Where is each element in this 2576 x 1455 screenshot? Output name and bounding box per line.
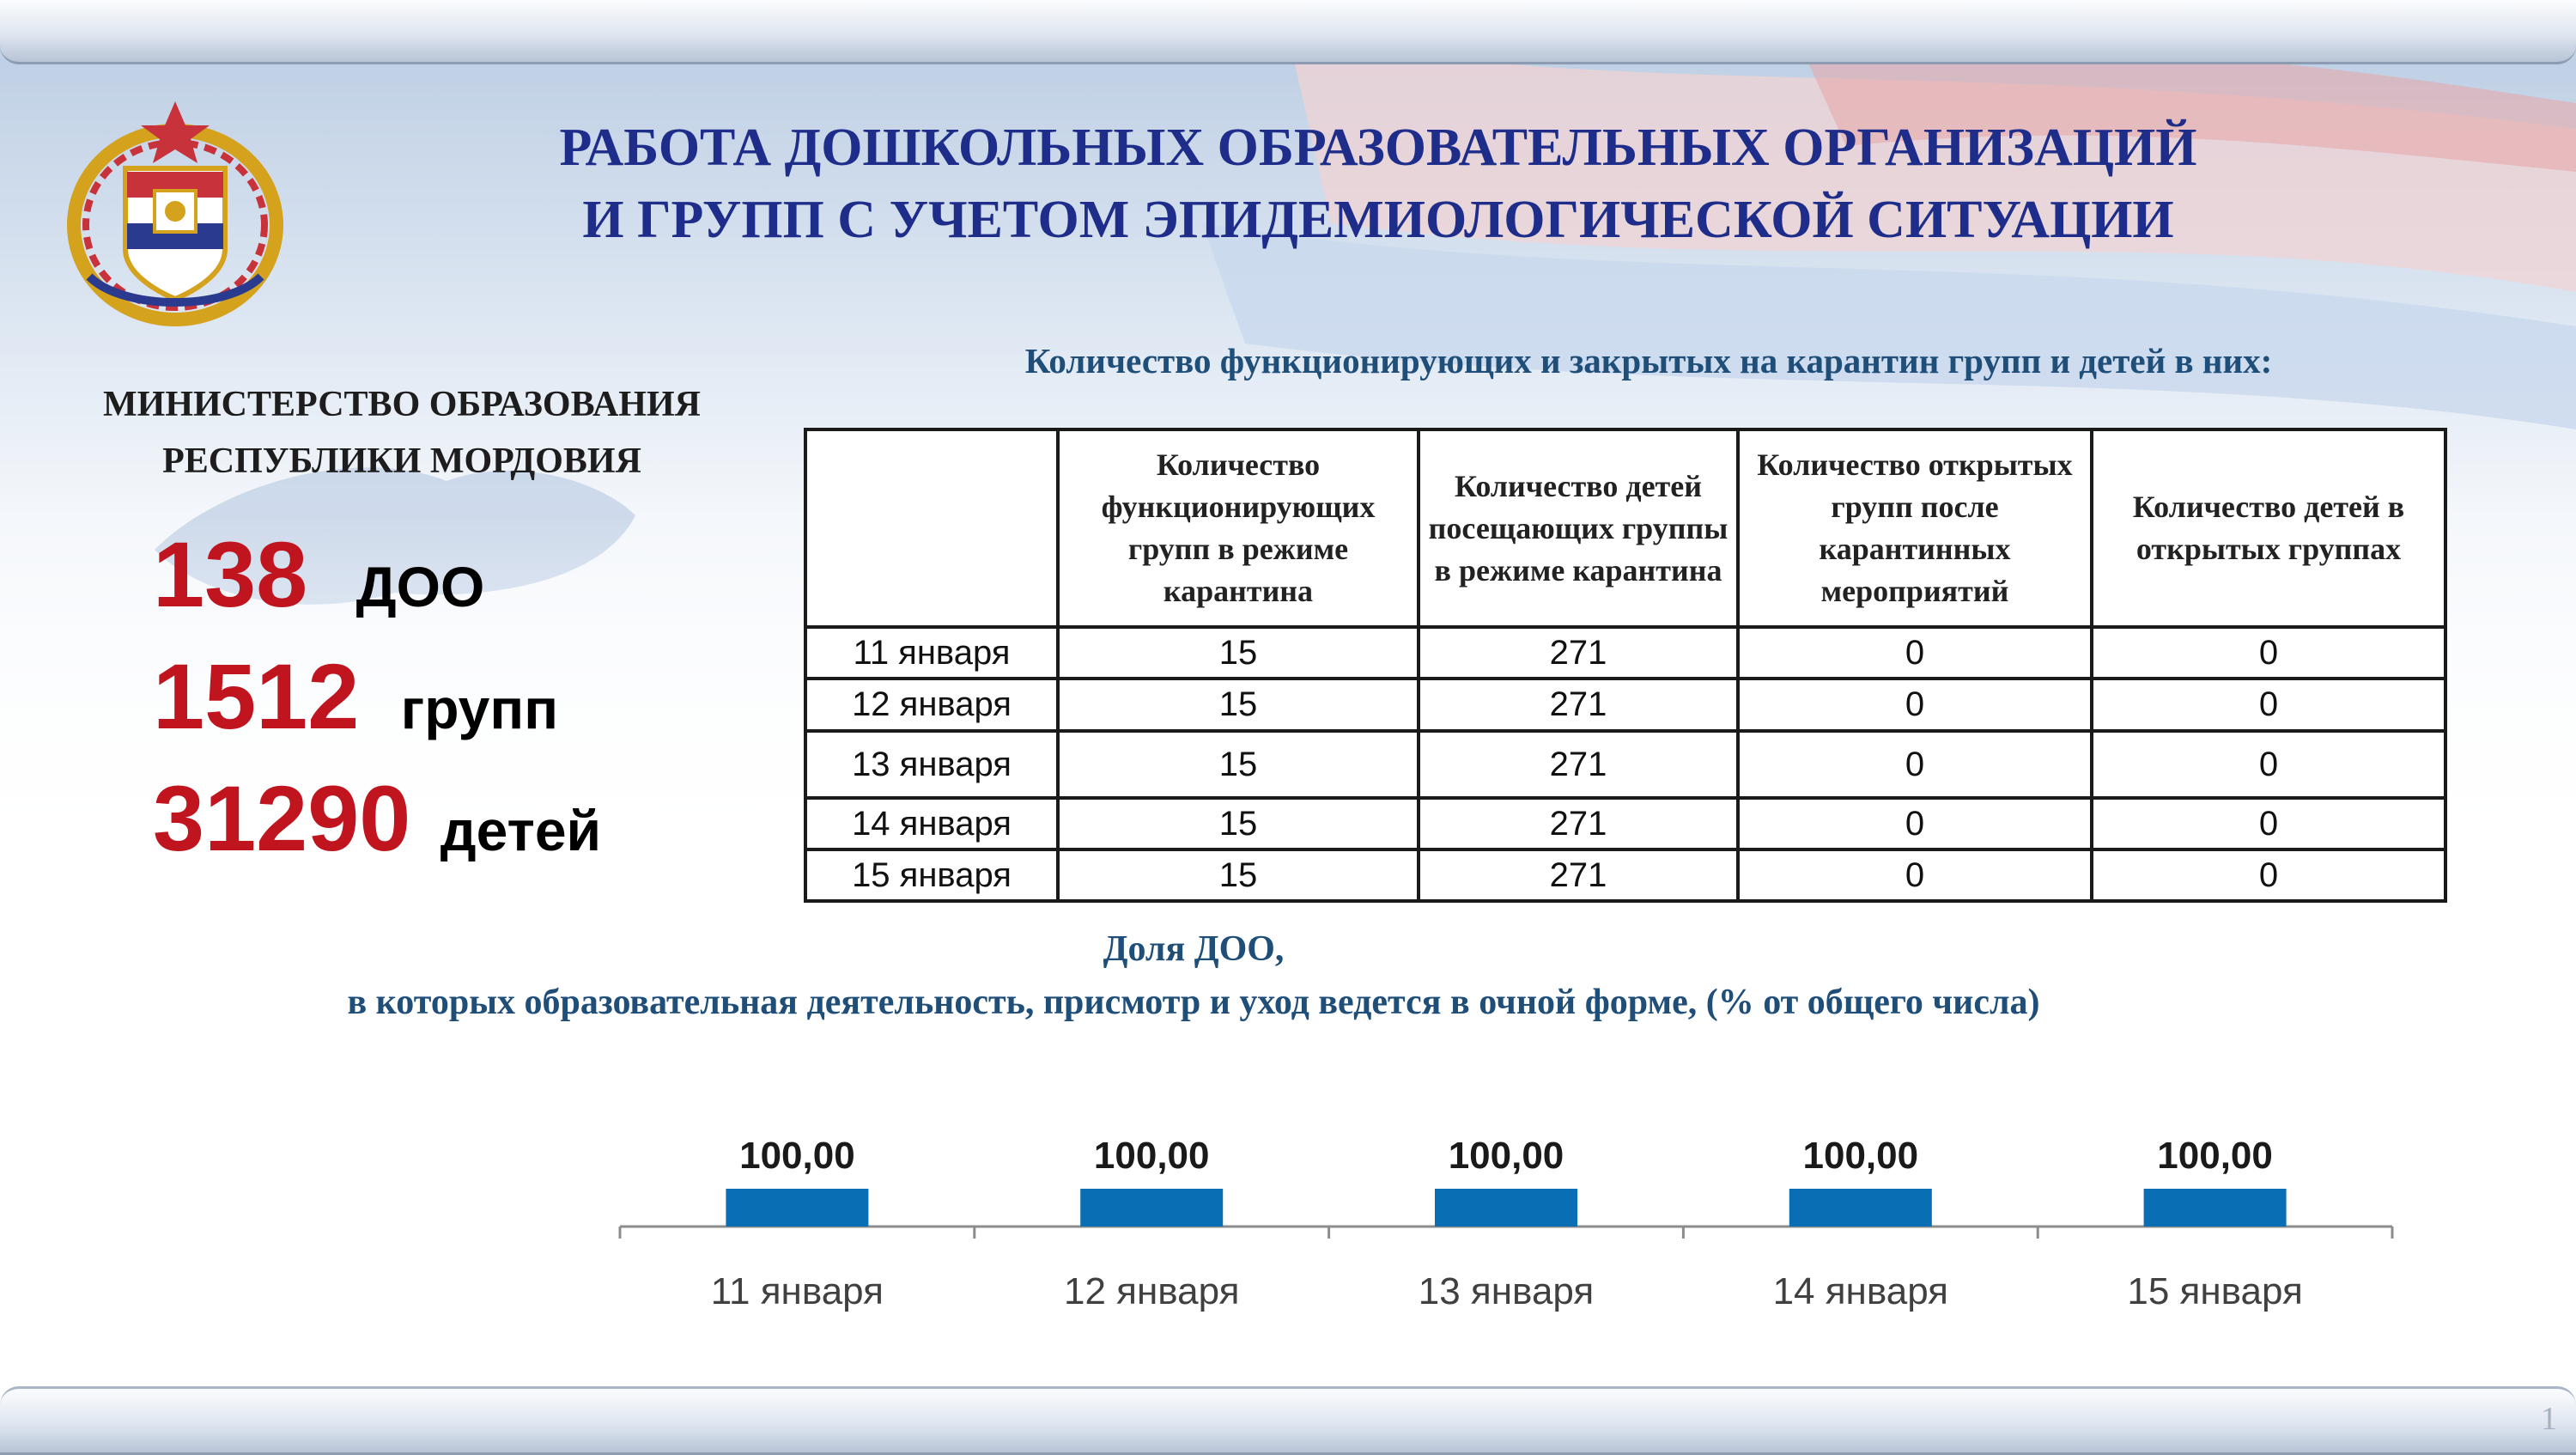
data-label: 100,00 [2157, 1135, 2273, 1177]
x-tick-label: 15 января [2127, 1270, 2303, 1312]
table-header-cell: Количество детей в открытых группах [2092, 429, 2445, 627]
table-cell: 15 [1058, 627, 1419, 679]
stat-unit: ДОО [355, 555, 485, 618]
table-cell-date: 14 января [805, 798, 1058, 849]
table-cell: 271 [1419, 627, 1738, 679]
table-cell-date: 12 января [805, 679, 1058, 731]
table-cell: 271 [1419, 849, 1738, 901]
title-line-1: РАБОТА ДОШКОЛЬНЫХ ОБРАЗОВАТЕЛЬНЫХ ОРГАНИЗАЦИЙ [559, 119, 2197, 177]
table-cell: 15 [1058, 731, 1419, 798]
table-cell-date: 13 января [805, 731, 1058, 798]
title-line-2: И ГРУПП С УЧЕТОМ ЭПИДЕМИОЛОГИЧЕСКОЙ СИТУАЦИИ [582, 191, 2174, 249]
data-label: 100,00 [1802, 1135, 1919, 1177]
table-cell-date: 15 января [805, 849, 1058, 901]
table-cell: 15 [1058, 798, 1419, 849]
chart-title-line-1: Доля ДОО, [1103, 929, 1285, 969]
table-header-cell: Количество детей посещающих группы в режиме карантина [1419, 429, 1738, 627]
table-cell: 0 [2092, 627, 2445, 679]
ministry-line-2: РЕСПУБЛИКИ МОРДОВИЯ [162, 441, 641, 481]
x-tick-label: 14 января [1772, 1270, 1949, 1312]
table-header-cell: Количество открытых групп после карантинных мероприятий [1738, 429, 2092, 627]
table-cell: 0 [1738, 627, 2092, 679]
x-tick-label: 11 января [710, 1270, 884, 1312]
table-cell: 271 [1419, 798, 1738, 849]
table-cell: 0 [1738, 798, 2092, 849]
stat-unit: детей [440, 799, 602, 862]
bar [726, 1189, 868, 1227]
table-cell: 15 [1058, 849, 1419, 901]
data-label: 100,00 [739, 1135, 855, 1177]
table-cell: 0 [2092, 679, 2445, 731]
ministry-line-1: МИНИСТЕРСТВО ОБРАЗОВАНИЯ [103, 385, 701, 424]
bar [1789, 1189, 1932, 1227]
table-cell: 0 [1738, 679, 2092, 731]
table-cell: 0 [1738, 849, 2092, 901]
data-label: 100,00 [1448, 1135, 1564, 1177]
bar [2144, 1189, 2287, 1227]
table-cell: 15 [1058, 679, 1419, 731]
bar [1080, 1189, 1223, 1227]
x-tick-label: 12 января [1063, 1270, 1240, 1312]
table-cell-date: 11 января [805, 627, 1058, 679]
table-cell: 0 [2092, 731, 2445, 798]
table-cell: 271 [1419, 679, 1738, 731]
table-cell: 271 [1419, 731, 1738, 798]
table-cell: 0 [1738, 731, 2092, 798]
stat-unit: групп [400, 677, 559, 740]
data-label: 100,00 [1093, 1135, 1210, 1177]
table-cell: 0 [2092, 849, 2445, 901]
table-header-cell: Количество функционирующих групп в режиме карантина [1058, 429, 1419, 627]
table-caption: Количество функционирующих и закрытых на карантин групп и детей в них: [1024, 341, 2273, 380]
stat-value: 138 [153, 522, 308, 626]
chart-title-line-2: в которых образовательная деятельность, присмотр и уход ведется в очной форме, (% от общего числа) [347, 983, 2040, 1022]
x-tick-label: 13 января [1418, 1270, 1595, 1312]
bar [1435, 1189, 1577, 1227]
stat-value: 1512 [153, 644, 360, 748]
table-cell: 0 [2092, 798, 2445, 849]
page-number: 1 [2541, 1401, 2557, 1437]
stat-value: 31290 [153, 766, 411, 870]
